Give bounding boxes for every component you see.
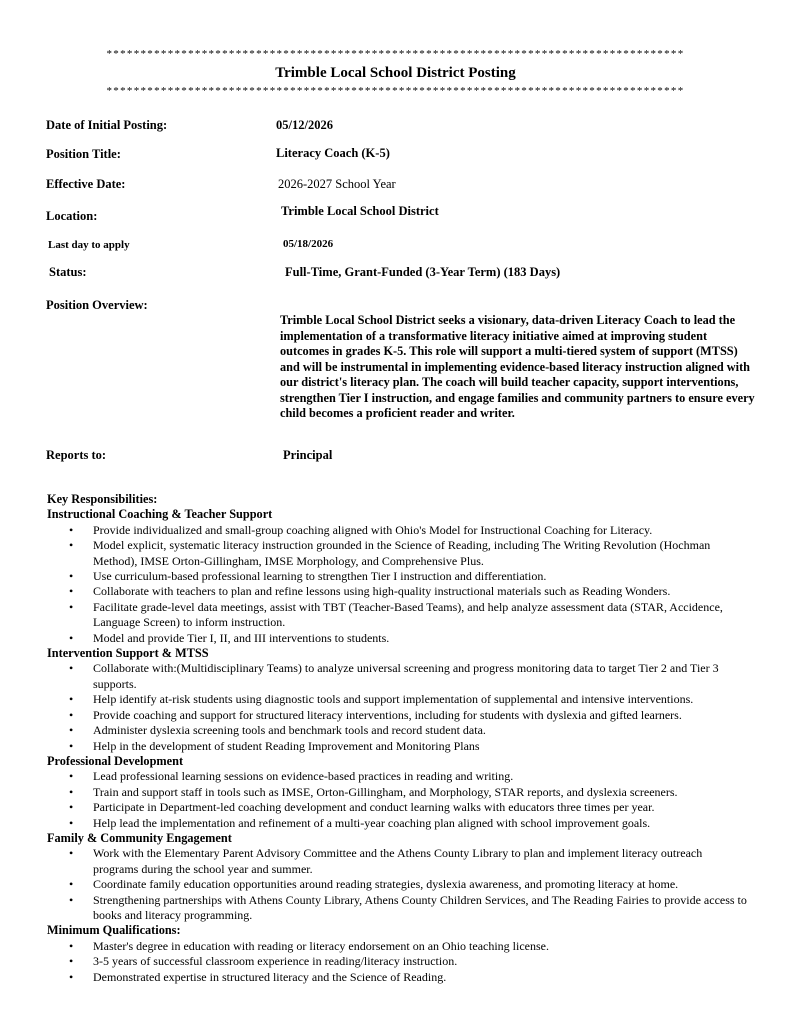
list-item: • Help identify at-risk students using diagnostic tools and support implementation of supplemental and intensive interventions.: [93, 692, 747, 707]
bullet-list: [47, 846, 747, 923]
bullet-list: [47, 939, 747, 985]
list-item: • Model explicit, systematic literacy instruction grounded in the Science of Reading, including The Writing Revolution (Hochman Method), IMSE Orton-Gillingham, IMSE Morphology, and Comprehensive Plus.: [93, 538, 747, 569]
list-item: • Collaborate with teachers to plan and refine lessons using high-quality instructional materials such as Reading Wonders.: [93, 584, 747, 599]
last-day-value: 05/18/2026: [283, 238, 334, 250]
posting-date-value: 05/12/2026: [276, 118, 333, 132]
bullet-list: [47, 661, 747, 753]
page-title: Trimble Local School District Posting: [275, 65, 516, 81]
position-title-value: Literacy Coach (K-5): [276, 146, 390, 160]
list-item: • Master's degree in education with reading or literacy endorsement on an Ohio teaching license.: [93, 939, 747, 954]
list-item: • Train and support staff in tools such as IMSE, Orton-Gillingham, and Morphology, STAR reports, and dyslexia screeners.: [93, 785, 747, 800]
list-item: • Collaborate with:(Multidisciplinary Teams) to analyze universal screening and progress monitoring data to target Tier 2 and Tier 3 supports.: [93, 661, 747, 692]
effective-date-value: 2026-2027 School Year: [278, 177, 396, 191]
section-heading: Minimum Qualifications:: [47, 923, 181, 938]
list-item: • Model and provide Tier I, II, and III interventions to students.: [93, 631, 747, 646]
responsibilities-section: [47, 492, 747, 985]
responsibilities-list: [47, 507, 747, 985]
list-item: • Strengthening partnerships with Athens County Library, Athens County Children Services, and The Reading Fairies to provide access to books and literacy programming.: [93, 893, 747, 924]
last-day-label: Last day to apply: [48, 239, 130, 251]
effective-date-label: Effective Date:: [46, 177, 126, 191]
list-item: • Participate in Department-led coaching development and conduct learning walks with educators three times per year.: [93, 800, 747, 815]
bullet-list: [47, 523, 747, 646]
position-overview-text: Trimble Local School District seeks a visionary, data-driven Literacy Coach to lead the implementation of a transformative literacy initiative aimed at improving student outcomes in grades K-5. This role will support a multi-tiered system of support (MTSS) and will be instrumental in implementing evidence-based literacy instruction aligned with our district's literacy plan. The coach will build teacher capacity, support interventions, strengthen Tier I instruction, and engage families and community partners to ensure every child becomes a proficient reader and writer.: [280, 313, 755, 420]
section-heading: Instructional Coaching & Teacher Support: [47, 507, 273, 522]
list-item: • Help in the development of student Reading Improvement and Monitoring Plans: [93, 739, 747, 754]
star-divider-top: *************************************************************************************: [106, 48, 685, 60]
list-item: • Provide coaching and support for structured literacy interventions, including for students with dyslexia and gifted learners.: [93, 708, 747, 723]
section-heading: Family & Community Engagement: [47, 830, 232, 845]
status-label: Status:: [49, 265, 87, 279]
star-divider-bottom: *************************************************************************************: [106, 85, 685, 97]
list-item: • Provide individualized and small-group coaching aligned with Ohio's Model for Instructional Coaching for Literacy.: [93, 523, 747, 538]
status-value: Full-Time, Grant-Funded (3-Year Term) (183 Days): [285, 265, 561, 279]
list-item: • Work with the Elementary Parent Advisory Committee and the Athens County Library to plan and implement literacy outreach programs during the school year and summer.: [93, 846, 747, 877]
reports-to-value: Principal: [283, 448, 333, 462]
overview-label: Position Overview:: [46, 298, 148, 312]
reports-to-label: Reports to:: [46, 448, 107, 462]
list-item: • Use curriculum-based professional learning to strengthen Tier I instruction and differentiation.: [93, 569, 747, 584]
list-item: • 3-5 years of successful classroom experience in reading/literacy instruction.: [93, 954, 747, 969]
list-item: • Facilitate grade-level data meetings, assist with TBT (Teacher-Based Teams), and help analyze assessment data (STAR, Accidence, Language Screen) to inform instruction.: [93, 600, 747, 631]
list-item: • Administer dyslexia screening tools and benchmark tools and record student data.: [93, 723, 747, 738]
section-heading: Professional Development: [47, 753, 184, 768]
location-value: Trimble Local School District: [281, 204, 439, 218]
list-item: • Coordinate family education opportunities around reading strategies, dyslexia awareness, and promoting literacy at home.: [93, 877, 747, 892]
list-item: • Lead professional learning sessions on evidence-based practices in reading and writing.: [93, 769, 747, 784]
section-heading: Intervention Support & MTSS: [47, 646, 209, 661]
list-item: • Demonstrated expertise in structured literacy and the Science of Reading.: [93, 970, 747, 985]
posting-date-label: Date of Initial Posting:: [46, 118, 168, 132]
list-item: • Help lead the implementation and refinement of a multi-year coaching plan aligned with school improvement goals.: [93, 816, 747, 831]
bullet-list: [47, 769, 747, 831]
position-title-label: Position Title:: [46, 147, 121, 161]
location-label: Location:: [46, 209, 98, 223]
responsibilities-heading: Key Responsibilities:: [47, 492, 158, 506]
